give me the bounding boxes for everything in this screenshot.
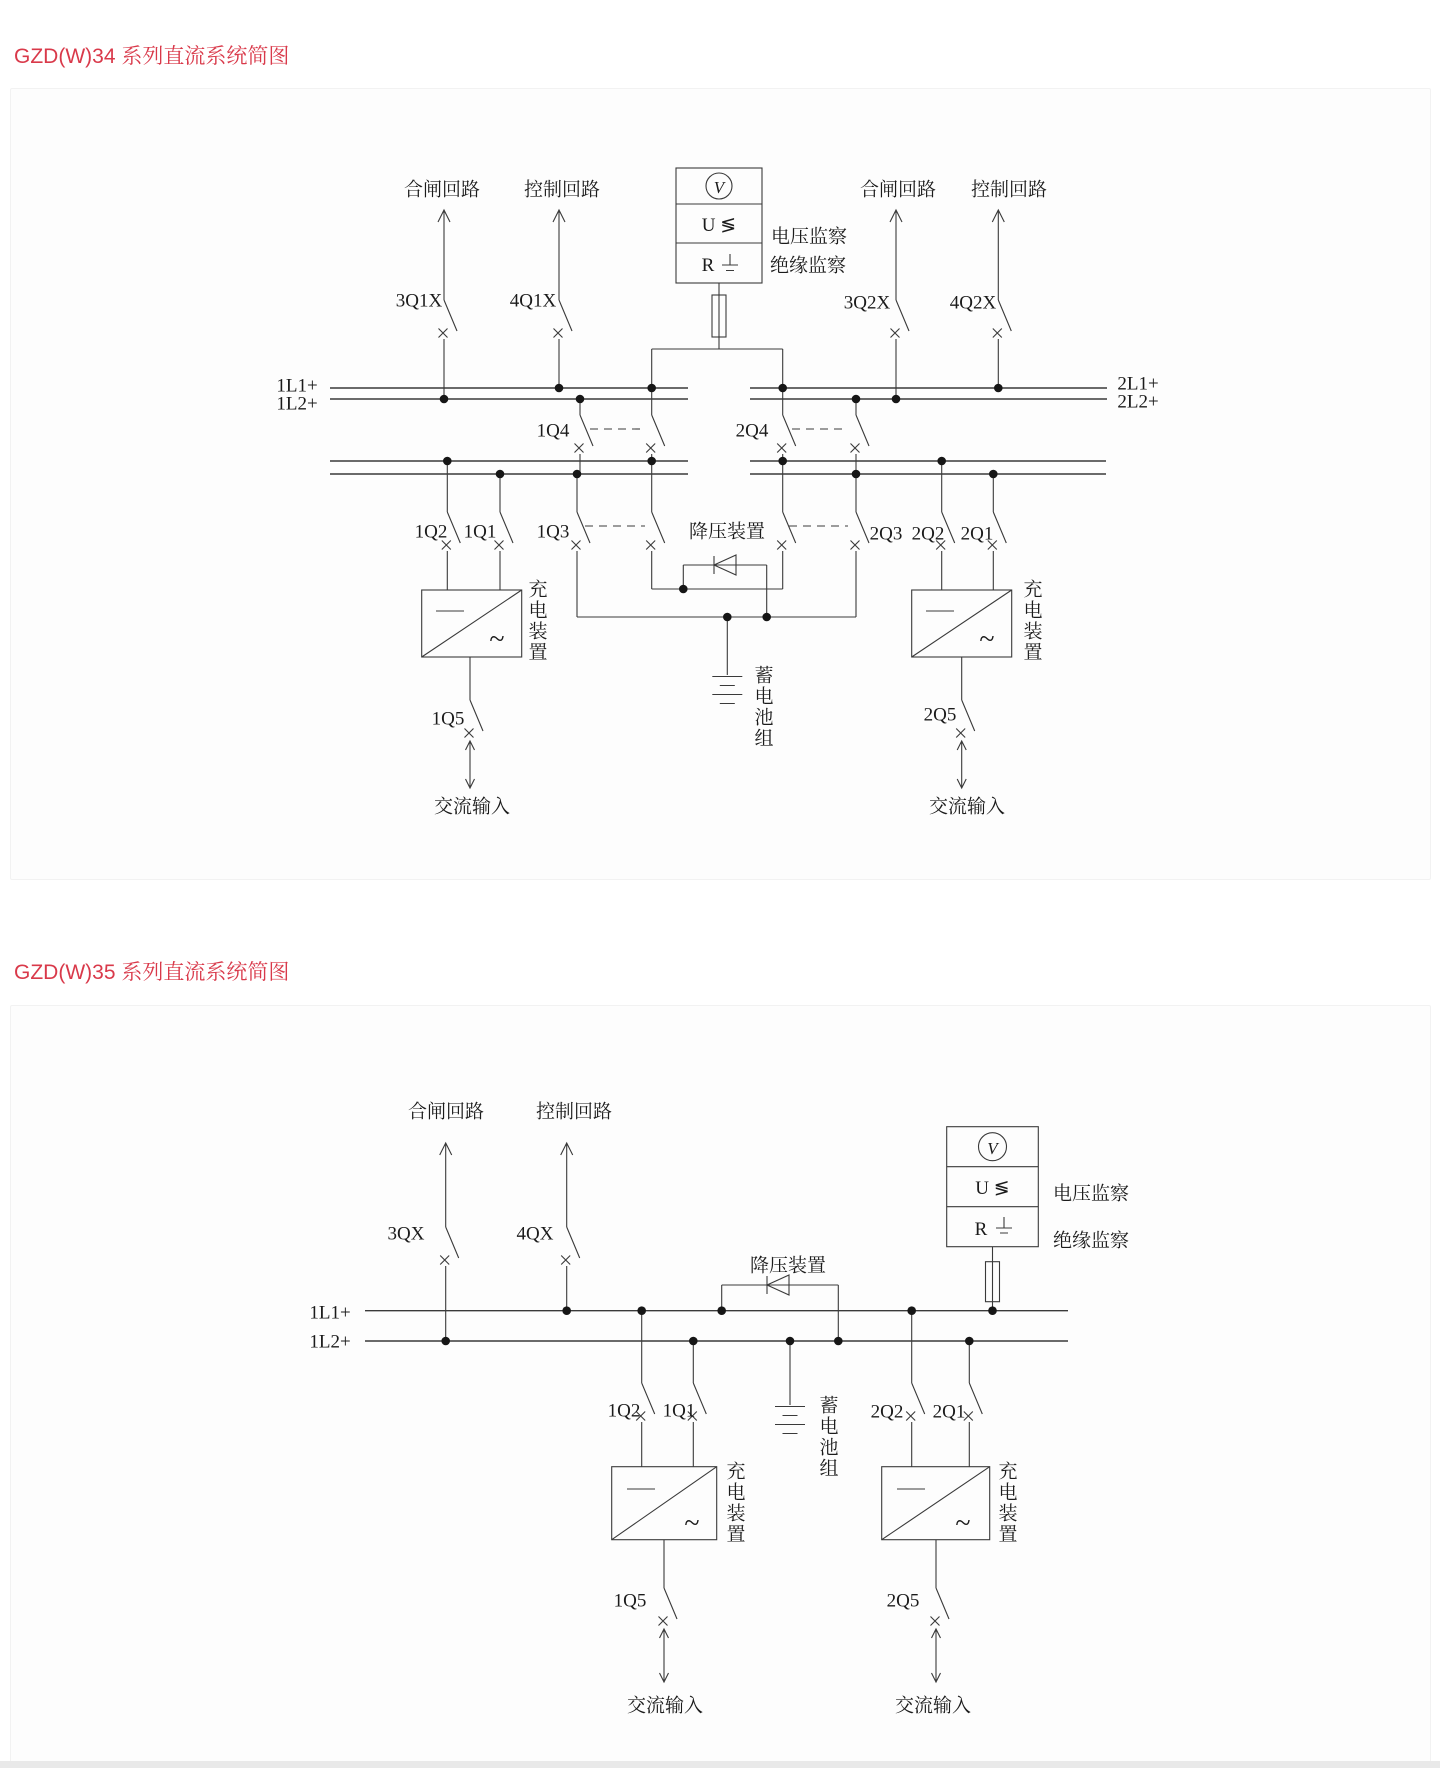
diagram-34-title: GZD(W)34 系列直流系统简图 xyxy=(14,45,290,68)
d35-switch-1q5 xyxy=(659,1540,678,1682)
d35-ac-input-right-label: 交流输入 xyxy=(894,1695,972,1717)
d34-bus-2l1-label: 2L1+ xyxy=(1117,373,1159,395)
d34-switch-3q2x-label: 3Q2X xyxy=(843,292,891,314)
d35-switch-1q1-label: 1Q1 xyxy=(662,1400,696,1422)
d34-charger-right-ac-glyph: ~ xyxy=(979,624,995,655)
d34-charger-left-label: 充电装置 xyxy=(525,579,547,663)
d35-charger-right-ac-glyph: ~ xyxy=(955,1508,971,1539)
d34-monitor-fuse xyxy=(652,283,783,388)
d34-label-closing-circuit-right: 合闸回路 xyxy=(859,179,937,201)
d35-switch-4qx-label: 4QX xyxy=(516,1223,554,1245)
d34-switch-1q5-label: 1Q5 xyxy=(431,708,465,730)
d35-switch-1q5-label: 1Q5 xyxy=(613,1590,647,1612)
d34-switch-2q2-label: 2Q2 xyxy=(911,523,945,545)
d35-label-closing-circuit: 合闸回路 xyxy=(407,1101,485,1123)
d34-voltmeter-glyph: V xyxy=(713,178,725,197)
d35-step-down-diode xyxy=(722,1275,839,1341)
d35-insulation-monitor-label: 绝缘监察 xyxy=(1052,1230,1130,1252)
d34-voltage-relay-glyph: U ≶ xyxy=(701,215,737,236)
d35-charger-left-ac-glyph: ~ xyxy=(684,1508,700,1539)
d35-bus-1l2-label: 1L2+ xyxy=(309,1331,351,1353)
d34-switch-3q1x xyxy=(439,300,458,399)
d35-charger-right-label: 充电装置 xyxy=(995,1461,1017,1545)
d35-bus-lines xyxy=(365,1311,1068,1341)
d35-charger-left-label: 充电装置 xyxy=(723,1461,745,1545)
d35-bus-1l1-label: 1L1+ xyxy=(309,1302,351,1324)
d34-charger-left xyxy=(422,590,522,657)
d34-bus-2l2-label: 2L2+ xyxy=(1117,391,1159,413)
d35-switch-2q5 xyxy=(931,1540,950,1682)
d34-switch-4q1x-label: 4Q1X xyxy=(509,290,557,312)
d34-ac-input-right-label: 交流输入 xyxy=(928,796,1006,818)
d35-switch-2q2 xyxy=(906,1311,925,1467)
d35-charger-left xyxy=(612,1467,717,1540)
d34-switch-2q1-label: 2Q1 xyxy=(960,523,994,545)
d34-switch-2q3-label: 2Q3 xyxy=(869,523,903,545)
d35-monitor-fuse xyxy=(986,1247,1000,1311)
d35-switch-3qx-label: 3QX xyxy=(387,1223,425,1245)
d34-switch-1q2-label: 1Q2 xyxy=(414,521,448,543)
d34-battery xyxy=(712,617,742,704)
d35-switch-1q2-label: 1Q2 xyxy=(607,1400,641,1422)
d34-switch-2q3 xyxy=(777,461,869,617)
d34-step-down-diode xyxy=(577,555,856,617)
d35-switch-3qx xyxy=(440,1227,459,1341)
d34-bus-1l1-label: 1L1+ xyxy=(276,375,318,397)
d34-switch-4q2x-label: 4Q2X xyxy=(949,292,997,314)
d34-switch-1q3 xyxy=(572,461,665,617)
d34-switch-1q3-label: 1Q3 xyxy=(536,521,570,543)
d35-battery xyxy=(775,1341,805,1434)
d35-voltage-monitor-label: 电压监察 xyxy=(1052,1183,1130,1205)
d35-junction-dots xyxy=(441,1306,996,1345)
d35-voltmeter-glyph: V xyxy=(987,1139,998,1158)
d34-battery-label: 蓄电池组 xyxy=(751,665,773,749)
d34-insulation-monitor-label: 绝缘监察 xyxy=(769,255,847,277)
d34-charger-left-ac-glyph: ~ xyxy=(489,624,505,655)
d35-feeder-arrows xyxy=(440,1143,573,1227)
d34-switch-1q1-label: 1Q1 xyxy=(463,521,497,543)
d35-switch-2q2-label: 2Q2 xyxy=(870,1401,904,1423)
d34-insulation-relay-glyph: R xyxy=(701,255,715,276)
d34-bus-1l2-label: 1L2+ xyxy=(276,393,318,415)
d34-switch-1q5 xyxy=(465,657,484,788)
d35-insulation-relay-glyph: R xyxy=(974,1219,988,1240)
d35-switch-2q1 xyxy=(964,1341,983,1467)
d34-charger-right xyxy=(912,590,1012,657)
d34-switch-3q2x xyxy=(891,300,910,399)
d34-label-control-circuit-left: 控制回路 xyxy=(523,179,601,201)
d34-step-down-device-label: 降压装置 xyxy=(688,521,766,543)
d35-switch-2q5-label: 2Q5 xyxy=(886,1590,920,1612)
d34-switch-1q4-label: 1Q4 xyxy=(536,420,570,442)
d34-label-closing-circuit-left: 合闸回路 xyxy=(403,179,481,201)
d35-switch-2q1-label: 2Q1 xyxy=(932,1401,966,1423)
d34-switch-2q4-label: 2Q4 xyxy=(735,420,769,442)
d34-switch-2q5-label: 2Q5 xyxy=(923,704,957,726)
d34-switch-1q1 xyxy=(495,474,514,590)
d34-voltage-monitor-label: 电压监察 xyxy=(770,226,848,248)
d34-junction-dots xyxy=(440,384,1003,622)
d34-switch-3q1x-label: 3Q1X xyxy=(395,290,443,312)
d35-battery-label: 蓄电池组 xyxy=(816,1395,838,1479)
d35-switch-4qx xyxy=(561,1227,580,1311)
diagram-35-title: GZD(W)35 系列直流系统简图 xyxy=(14,961,290,984)
d35-charger-right xyxy=(882,1467,990,1540)
d35-step-down-device-label: 降压装置 xyxy=(749,1255,827,1277)
d34-charger-right-label: 充电装置 xyxy=(1020,579,1042,663)
d35-ac-input-left-label: 交流输入 xyxy=(626,1695,704,1717)
d35-voltage-relay-glyph: U ≶ xyxy=(975,1178,1010,1199)
d34-ac-input-left-label: 交流输入 xyxy=(433,796,511,818)
d34-switch-2q5 xyxy=(956,657,975,788)
d34-label-control-circuit-right: 控制回路 xyxy=(970,179,1048,201)
d35-switch-1q2 xyxy=(636,1311,655,1467)
d34-svg-texts xyxy=(489,178,997,655)
d35-label-control-circuit: 控制回路 xyxy=(535,1101,613,1123)
d34-switch-4q1x xyxy=(554,300,573,388)
